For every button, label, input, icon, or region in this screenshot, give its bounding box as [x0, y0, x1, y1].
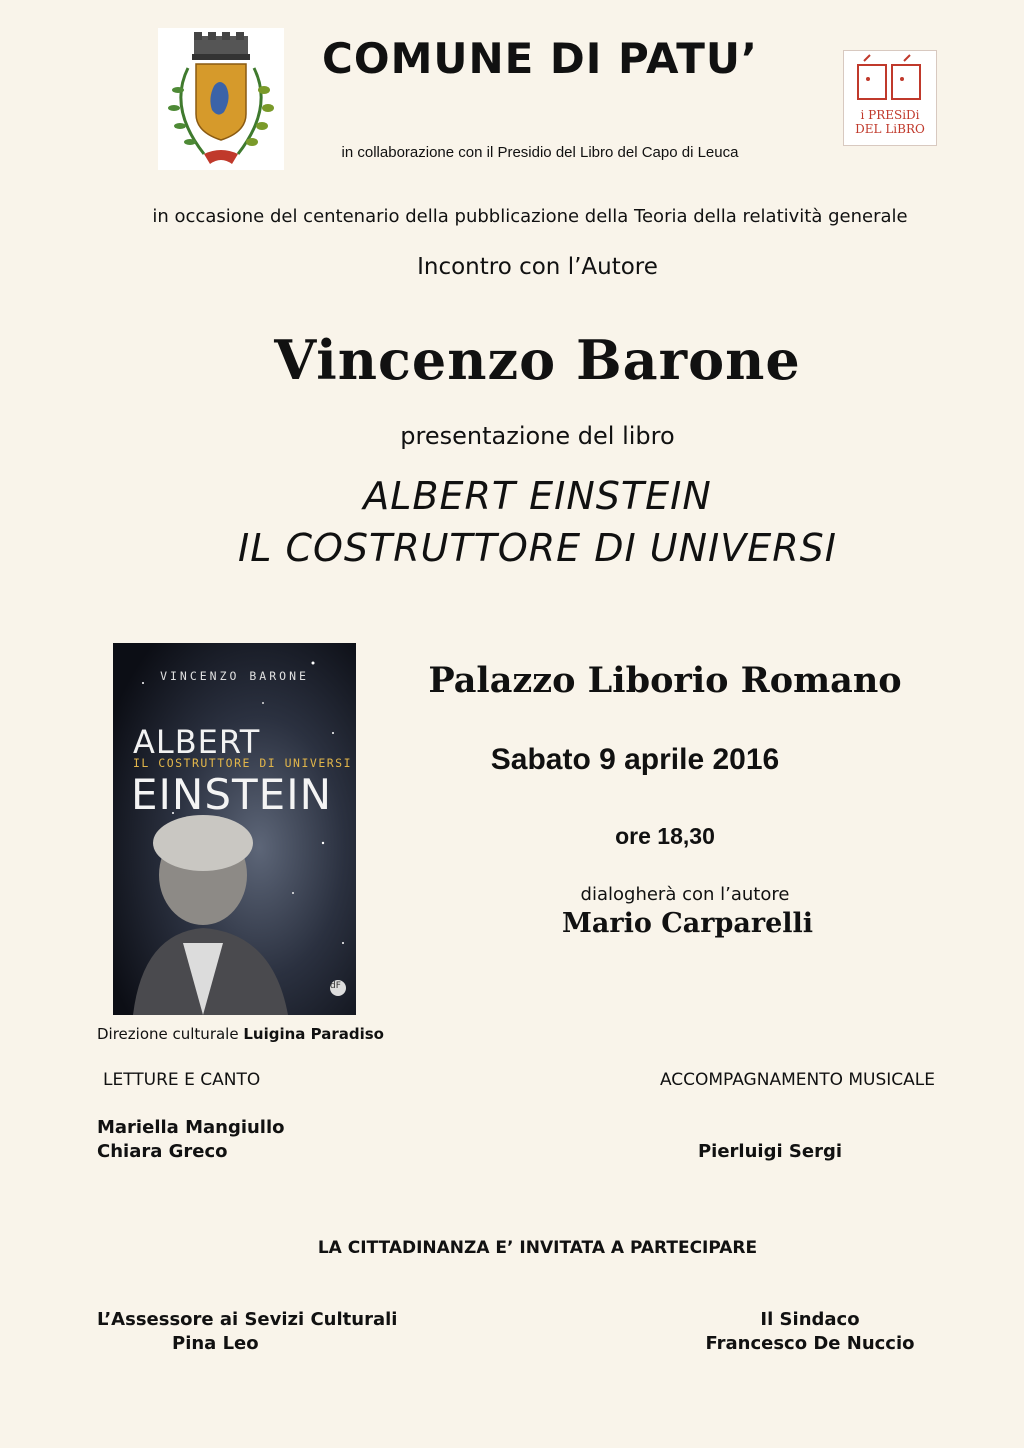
author-name: Vincenzo Barone	[274, 328, 801, 392]
direction-name: Luigina Paradiso	[243, 1025, 384, 1043]
book-title-line2: IL COSTRUTTORE DI UNIVERSI	[237, 526, 837, 570]
collaboration-note: in collaborazione con il Presidio del Libro del Capo di Leuca	[341, 144, 739, 161]
cover-background	[113, 643, 356, 1015]
musician: Pierluigi Sergi	[697, 1141, 842, 1162]
assessor-name: Pina Leo	[172, 1333, 259, 1354]
book-title-line1: ALBERT EINSTEIN	[363, 474, 712, 518]
direction-label: Direzione culturale	[97, 1025, 239, 1043]
occasion-text: in occasione del centenario della pubblicazione della Teoria della relatività generale	[152, 206, 908, 227]
event-date: Sabato 9 aprile 2016	[490, 743, 780, 776]
venue: Palazzo Liborio Romano	[428, 660, 902, 701]
meeting-text: Incontro con l’Autore	[417, 254, 658, 280]
cover-title-first: ALBERT	[133, 723, 261, 761]
reader-1: Mariella Mangiullo	[97, 1117, 285, 1138]
event-time: ore 18,30	[615, 823, 715, 849]
logo-text-line1: i PRESiDi	[860, 108, 920, 122]
book-title	[150, 470, 925, 574]
music-heading: ACCOMPAGNAMENTO MUSICALE	[659, 1070, 935, 1090]
presentation-text: presentazione del libro	[400, 422, 675, 450]
reader-2: Chiara Greco	[97, 1141, 228, 1162]
page-title: COMUNE DI PATU’	[322, 34, 758, 83]
publisher-mark: dF	[330, 981, 341, 991]
logo-text-line2: DEL LiBRO	[855, 122, 925, 136]
readings-heading: LETTURE E CANTO	[103, 1070, 261, 1090]
assessor-role: L’Assessore ai Sevizi Culturali	[97, 1309, 398, 1330]
book-cover-image	[113, 643, 356, 1015]
moderator-name: Mario Carparelli	[561, 908, 814, 939]
mayor-name: Francesco De Nuccio	[705, 1333, 915, 1354]
cover-title-last: EINSTEIN	[131, 770, 332, 819]
invitation: LA CITTADINANZA E’ INVITATA A PARTECIPARE	[317, 1238, 758, 1258]
cultural-direction	[97, 1025, 384, 1043]
cover-author: VINCENZO BARONE	[160, 669, 309, 683]
cover-subtitle: IL COSTRUTTORE DI UNIVERSI	[133, 756, 353, 770]
presidi-del-libro-logo	[843, 50, 937, 146]
dialogue-intro: dialogherà con l’autore	[580, 884, 790, 905]
mayor-role: Il Sindaco	[760, 1309, 860, 1330]
municipal-crest-icon	[158, 28, 284, 170]
